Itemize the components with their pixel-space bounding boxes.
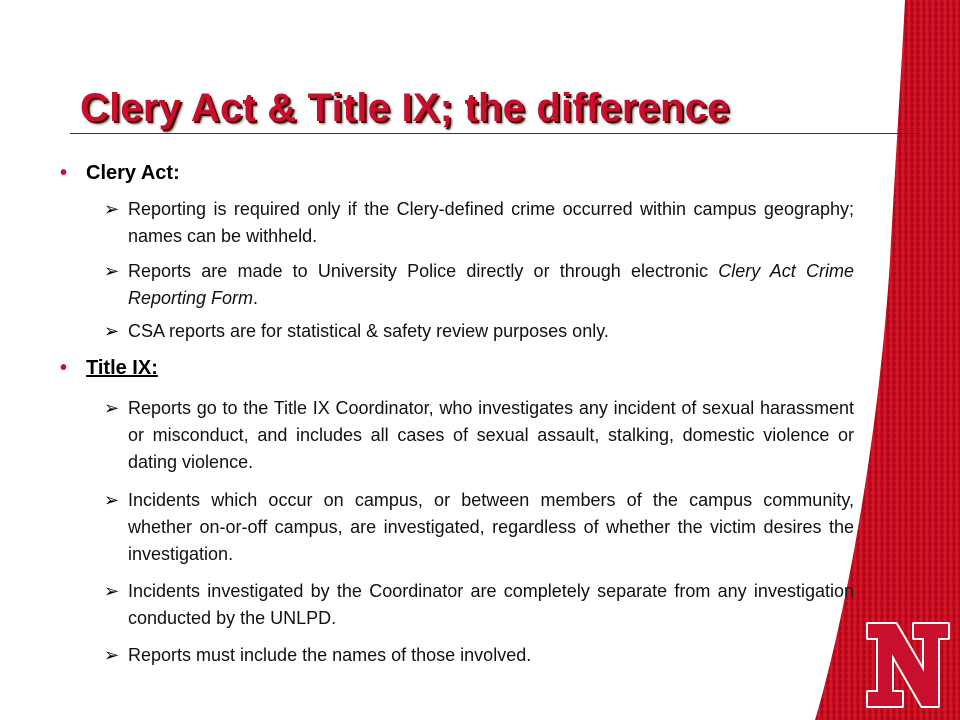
list-item-text-part: . — [253, 288, 259, 308]
list-item — [104, 258, 854, 312]
list-item — [104, 395, 854, 476]
section-heading-label: Clery Act: — [86, 162, 180, 184]
list-item-text: Reports must include the names of those involved. — [128, 645, 532, 665]
section-heading-clery — [60, 162, 180, 185]
arrow-bullet-icon: ➢ — [104, 490, 120, 510]
list-item — [104, 578, 854, 632]
list-item — [104, 318, 854, 345]
list-item-text: CSA reports are for statistical & safety review purposes only. — [128, 321, 609, 341]
list-item-text: Reports go to the Title IX Coordinator, who investigates any incident of sexual harassment or misconduct, and includes all cases of sexual assault, stalking, domestic violence or dating violence. — [128, 398, 854, 472]
list-item-text — [128, 258, 854, 312]
bullet-icon: • — [60, 357, 68, 379]
list-item-text: Incidents investigated by the Coordinator are completely separate from any investigation conducted by the UNLPD. — [128, 581, 854, 628]
list-item-text: Reporting is required only if the Clery-defined crime occurred within campus geography; names can be withheld. — [128, 199, 854, 246]
form-name: Clery Act Crime Reporting Form — [128, 261, 855, 308]
arrow-bullet-icon: ➢ — [104, 645, 120, 665]
slide-title: Clery Act & Title IX; the difference — [80, 86, 730, 130]
section-heading-title-ix — [60, 357, 158, 380]
arrow-bullet-icon: ➢ — [104, 261, 120, 281]
section-heading-label: Title IX: — [86, 357, 158, 379]
arrow-bullet-icon: ➢ — [104, 581, 120, 601]
list-item-text: Incidents which occur on campus, or between members of the campus community, whether on-or-off campus, are investigated, regardless of whether the victim desires the investigation. — [128, 490, 854, 564]
list-item — [104, 196, 854, 250]
arrow-bullet-icon: ➢ — [104, 321, 120, 341]
arrow-bullet-icon: ➢ — [104, 398, 120, 418]
nebraska-n-logo-icon — [866, 620, 950, 710]
list-item — [104, 487, 854, 568]
title-divider — [70, 133, 920, 134]
bullet-icon: • — [60, 162, 68, 184]
list-item — [104, 642, 854, 669]
list-item-text-part: Reports are made to University Police directly or through electronic — [128, 261, 719, 281]
arrow-bullet-icon: ➢ — [104, 199, 120, 219]
